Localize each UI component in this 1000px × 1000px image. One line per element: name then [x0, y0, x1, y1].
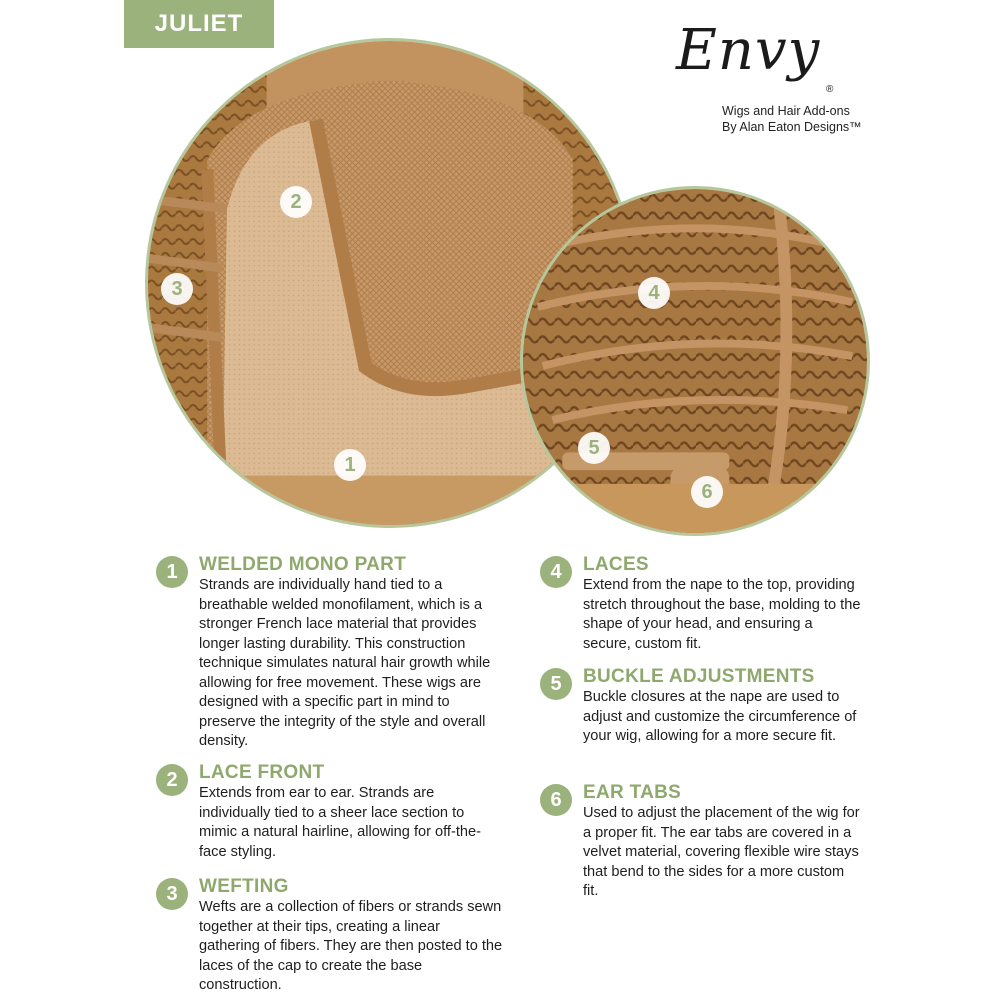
registered-mark: ® [826, 84, 834, 95]
feature-title: WELDED MONO PART [199, 554, 407, 575]
feature-title: EAR TABS [583, 782, 682, 803]
feature-number: 1 [156, 556, 188, 588]
feature-number: 5 [540, 668, 572, 700]
feature-title: WEFTING [199, 876, 289, 897]
feature-number: 6 [540, 784, 572, 816]
callout-2: 2 [280, 186, 312, 218]
product-name-tab: JULIET [124, 0, 274, 48]
feature-description: Extend from the nape to the top, providing stretch throughout the base, molding to the shape of your head, and ensuring a secure, custom fit. [583, 577, 861, 652]
feature-title: LACE FRONT [199, 762, 325, 783]
logo-tagline-line-1: Wigs and Hair Add-ons [722, 104, 850, 118]
callout-4: 4 [638, 277, 670, 309]
feature-description: Extends from ear to ear. Strands are individually tied to a sheer lace section to mimic a natural hairline, allowing for off-the-face styling. [199, 785, 481, 860]
feature-description: Strands are individually hand tied to a breathable welded monofilament, which is a stronger French lace material that provides longer lasting durability. This construction technique simulates natural hair growth while allowing for free movement. These wigs are designed with a specific part in mind to preserve the integrity of the style and overall density. [199, 577, 491, 749]
callout-5: 5 [578, 432, 610, 464]
logo-wordmark: Envy [676, 18, 821, 83]
feature-description: Wefts are a collection of fibers or strands sewn together at their tips, creating a linear gathering of fibers. They are then posted to the laces of the cap to create the base construction. [199, 899, 503, 993]
brand-logo [676, 18, 866, 148]
feature-description: Used to adjust the placement of the wig for a proper fit. The ear tabs are covered in a velvet material, covering flexible wire stays that bend to the sides for a more custom fit. [583, 805, 860, 899]
feature-description: Buckle closures at the nape are used to adjust and customize the circumference of your wig, allowing for a more secure fit. [583, 689, 857, 744]
callout-6: 6 [691, 476, 723, 508]
feature-number: 2 [156, 764, 188, 796]
feature-number: 4 [540, 556, 572, 588]
feature-title: BUCKLE ADJUSTMENTS [583, 666, 815, 687]
feature-title: LACES [583, 554, 649, 575]
callout-3: 3 [161, 273, 193, 305]
callout-1: 1 [334, 449, 366, 481]
feature-number: 3 [156, 878, 188, 910]
logo-tagline-line-2: By Alan Eaton Designs™ [722, 120, 862, 134]
